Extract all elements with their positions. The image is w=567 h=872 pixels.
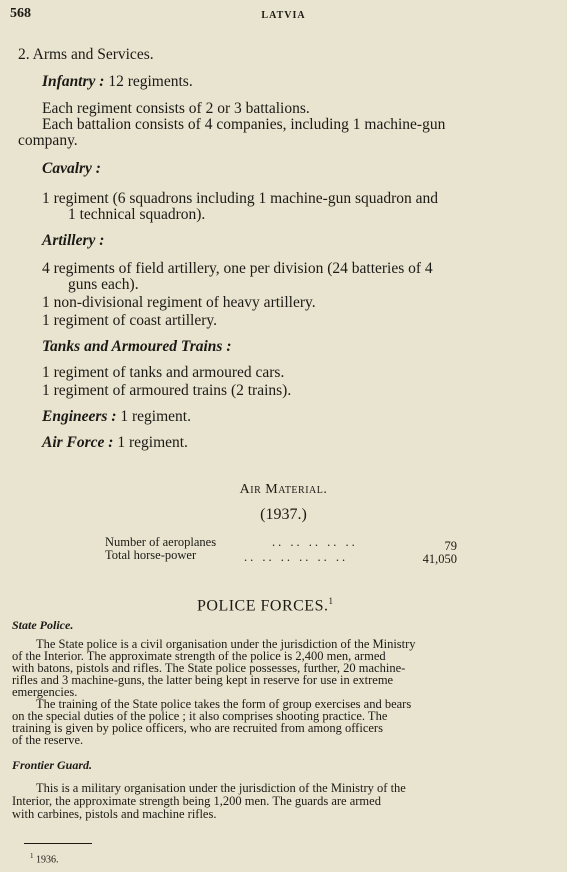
infantry-text-2: Each battalion consists of 4 companies, including 1 machine-gun — [42, 116, 446, 133]
cavalry-text-2: 1 technical squadron). — [68, 206, 206, 223]
footnote — [30, 852, 59, 865]
running-title: LATVIA — [261, 10, 306, 21]
state-police-line: of the Interior. The approximate strength of the police is 2,400 men, armed — [12, 649, 386, 663]
state-police-training-line: of the reserve. — [12, 733, 84, 747]
state-police-line: The State police is a civil organisation under the jurisdiction of the Ministry — [36, 637, 416, 651]
air-material-title: Air Material. — [239, 482, 328, 497]
artillery-label: Artillery : — [42, 232, 105, 249]
airforce-label: Air Force : — [42, 434, 114, 451]
footnote-rule — [24, 843, 92, 844]
frontier-guard-line: Interior, the approximate strength being 1,200 men. The guards are armed — [12, 794, 381, 808]
section-heading-arms: 2. Arms and Services. — [18, 46, 154, 63]
cavalry-label: Cavalry : — [42, 160, 101, 177]
state-police-training-line: on the special duties of the police ; it also comprises shooting practice. The — [12, 709, 388, 723]
state-police-line: emergencies. — [12, 685, 78, 699]
footnote-text: 1936. — [36, 854, 59, 866]
airforce-value: 1 regiment. — [117, 434, 188, 451]
air-row-value: 79 — [444, 539, 457, 553]
artillery-text-1: 4 regiments of field artillery, one per division (24 batteries of 4 — [42, 260, 433, 277]
police-title-note: 1 — [328, 596, 334, 606]
air-row-label: Total horse-power — [105, 548, 197, 562]
airforce-line — [42, 434, 188, 451]
air-row-dots: .. .. .. .. .. .. — [244, 550, 349, 564]
artillery-text-3: 1 non-divisional regiment of heavy artillery. — [42, 294, 316, 311]
police-title-text: POLICE FORCES. — [197, 597, 329, 615]
infantry-text-3: company. — [18, 132, 78, 149]
footnote-mark: 1 — [30, 852, 34, 860]
infantry-value: 12 regiments. — [108, 73, 193, 90]
air-row-dots: .. .. .. .. .. — [272, 535, 358, 549]
artillery-text-2: guns each). — [68, 276, 139, 293]
state-police-training-line: training is given by police officers, who are recruited from among officers — [12, 721, 383, 735]
police-forces-title — [197, 596, 333, 615]
frontier-guard-heading: Frontier Guard. — [12, 758, 93, 772]
tanks-label: Tanks and Armoured Trains : — [42, 338, 232, 355]
cavalry-text-1: 1 regiment (6 squadrons including 1 machine-gun squadron and — [42, 190, 439, 207]
state-police-line: with batons, pistols and rifles. The State police possesses, further, 20 machine- — [12, 661, 406, 675]
engineers-value: 1 regiment. — [120, 408, 191, 425]
air-material-year: (1937.) — [260, 506, 307, 523]
artillery-text-4: 1 regiment of coast artillery. — [42, 312, 218, 329]
tanks-text-2: 1 regiment of armoured trains (2 trains). — [42, 382, 292, 399]
infantry-line — [42, 73, 193, 90]
engineers-line — [42, 408, 191, 425]
air-row-value: 41,050 — [422, 552, 457, 566]
frontier-guard-line: with carbines, pistols and machine rifles. — [12, 807, 217, 821]
tanks-text-1: 1 regiment of tanks and armoured cars. — [42, 364, 285, 381]
air-row-label: Number of aeroplanes — [105, 535, 217, 549]
state-police-training-line: The training of the State police takes the form of group exercises and bears — [36, 697, 412, 711]
engineers-label: Engineers : — [42, 408, 117, 425]
infantry-text-1: Each regiment consists of 2 or 3 battalions. — [42, 100, 310, 117]
state-police-line: rifles and 3 machine-guns, the latter being kept in reserve for use in extreme — [12, 673, 394, 687]
page-number: 568 — [10, 6, 31, 21]
state-police-heading: State Police. — [12, 618, 74, 632]
infantry-label: Infantry : — [42, 73, 105, 90]
frontier-guard-line: This is a military organisation under the jurisdiction of the Ministry of the — [36, 781, 406, 795]
